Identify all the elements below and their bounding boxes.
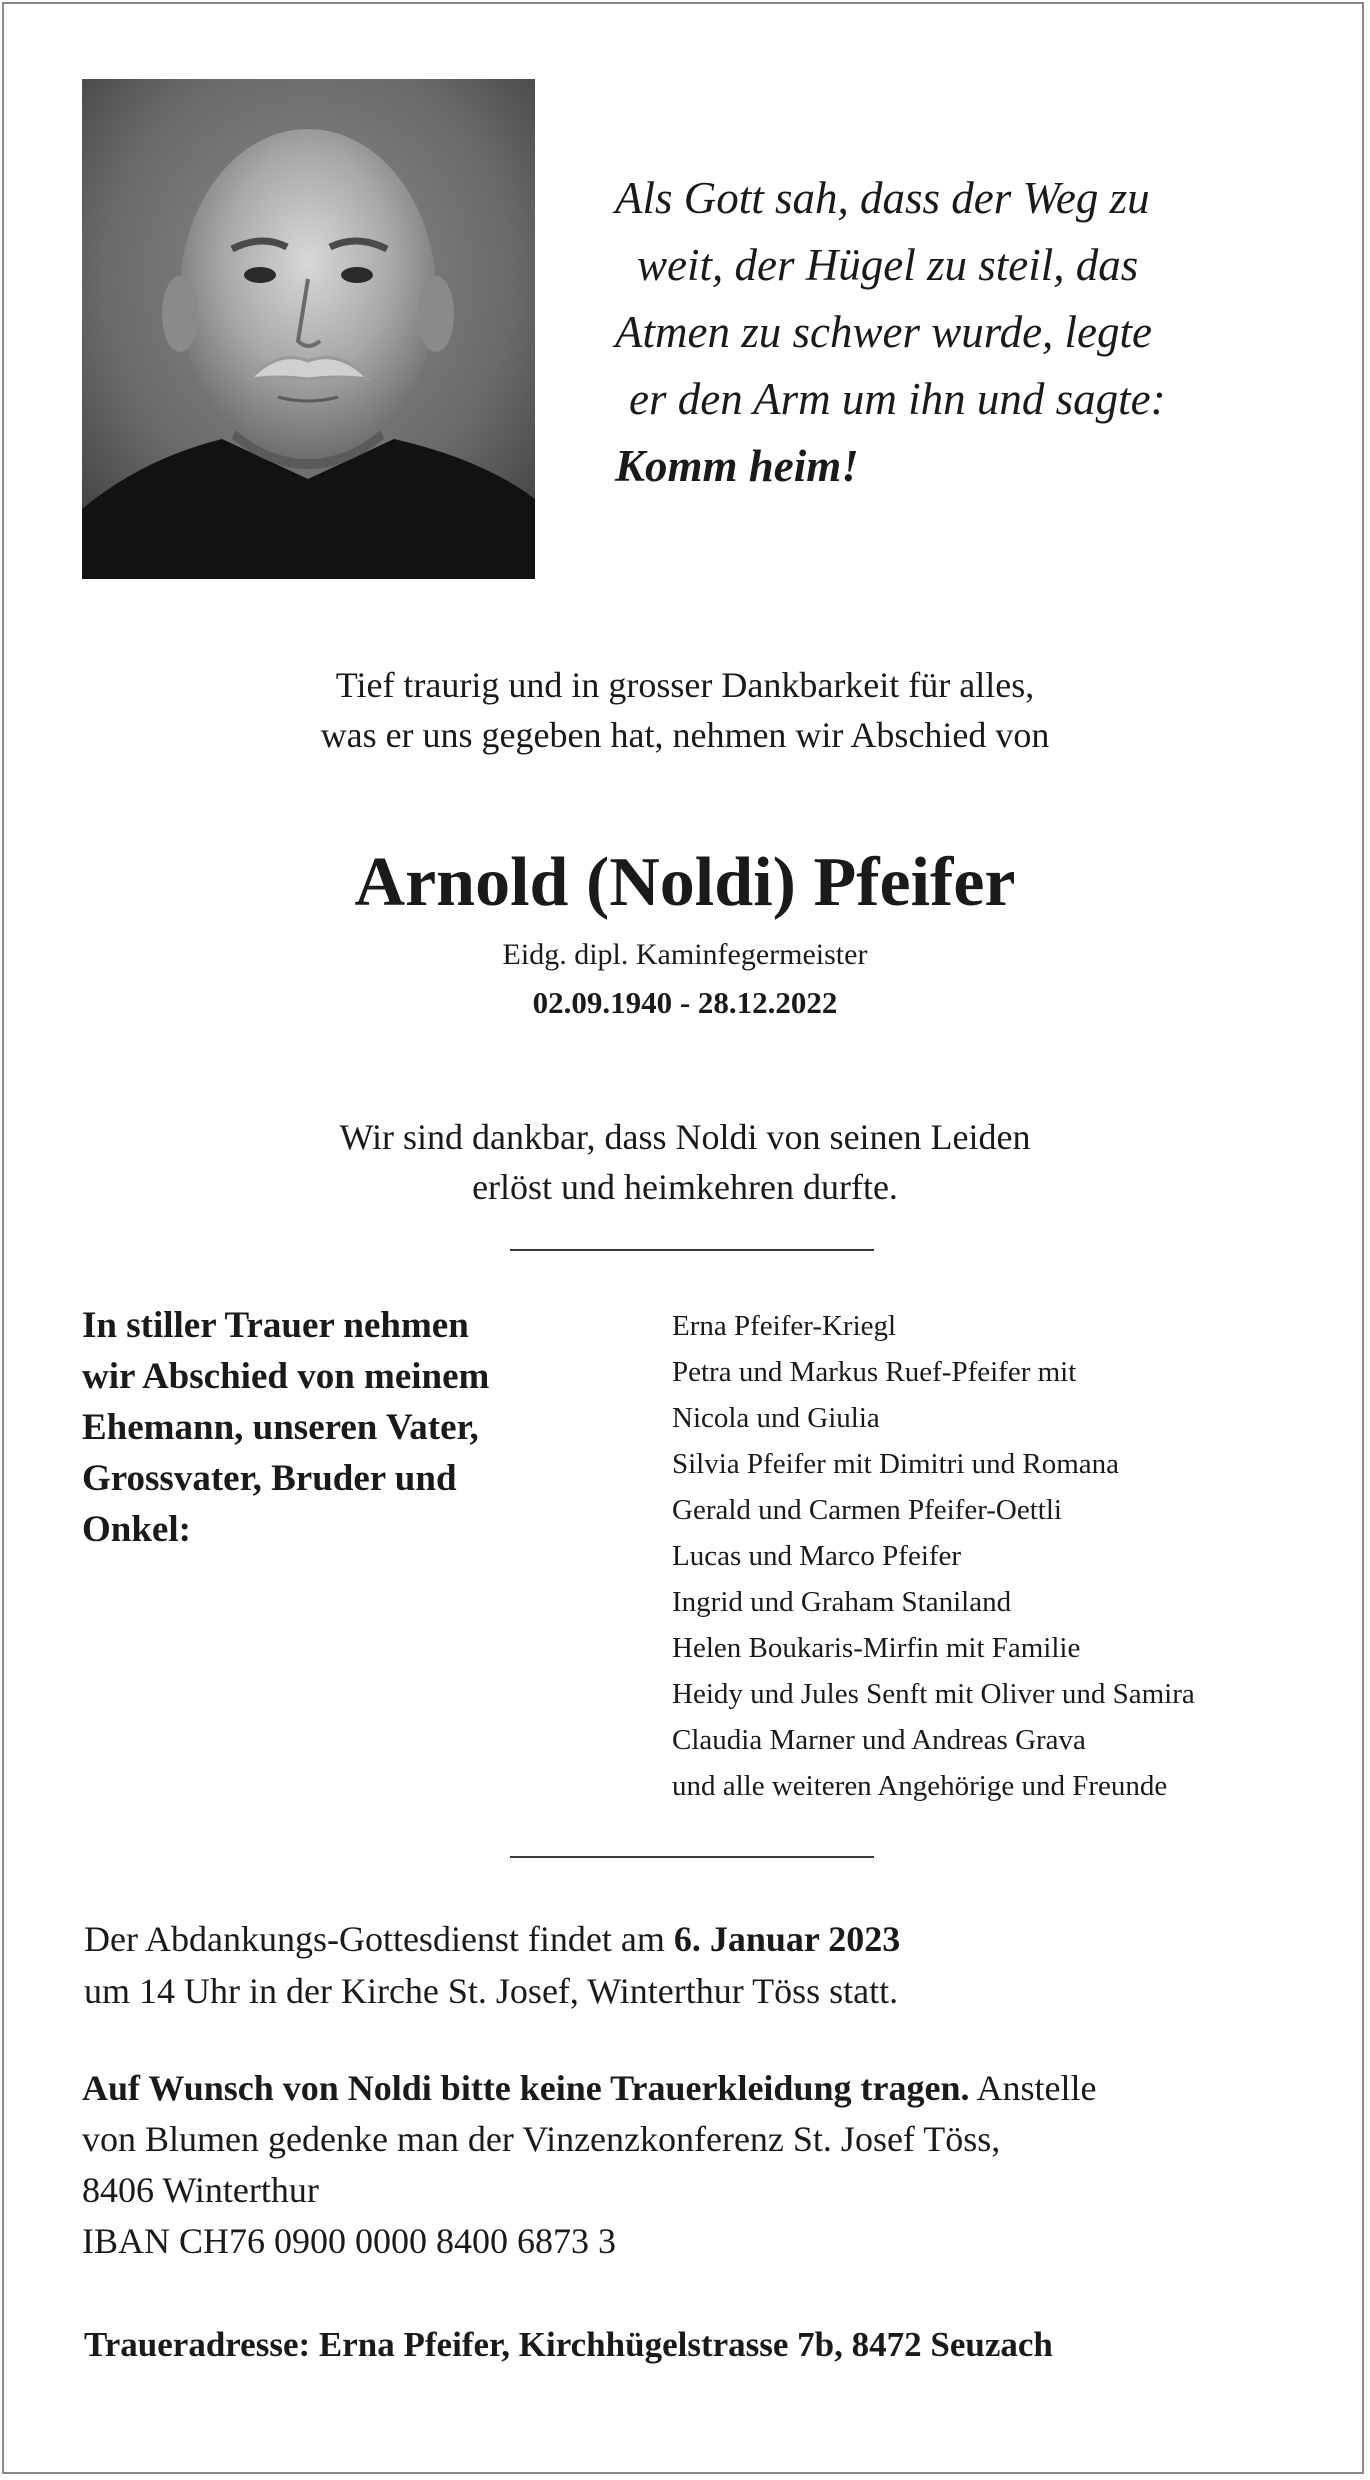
deceased-dates: 02.09.1940 - 28.12.2022 bbox=[532, 985, 838, 1020]
wish-line-3: 8406 Winterthur bbox=[82, 2170, 319, 2210]
service-prefix: Der Abdankungs-Gottesdienst findet am bbox=[84, 1919, 674, 1959]
mourning-line: In stiller Trauer nehmen bbox=[82, 1305, 469, 1346]
list-item: Ingrid und Graham Staniland bbox=[672, 1586, 1012, 1618]
wish-rest: Anstelle bbox=[969, 2068, 1097, 2108]
divider-top bbox=[510, 1249, 874, 1251]
list-item: Silvia Pfeifer mit Dimitri und Romana bbox=[672, 1448, 1120, 1480]
mourning-line: wir Abschied von meinem bbox=[82, 1356, 490, 1397]
thanks-line: erlöst und heimkehren durfte. bbox=[472, 1167, 898, 1207]
iban-line: IBAN CH76 0900 0000 8400 6873 3 bbox=[82, 2221, 617, 2261]
wish-info bbox=[82, 2063, 1332, 2267]
mourning-line: Ehemann, unseren Vater, bbox=[82, 1407, 479, 1448]
list-item: Erna Pfeifer-Kriegl bbox=[672, 1310, 897, 1342]
portrait-photo bbox=[82, 79, 535, 579]
service-line-1 bbox=[84, 1913, 1324, 1965]
list-item: Petra und Markus Ruef-Pfeifer mit bbox=[672, 1356, 1077, 1388]
wish-line-1 bbox=[82, 2063, 1332, 2114]
intro-text bbox=[0, 660, 1370, 760]
intro-line: was er uns gegeben hat, nehmen wir Abschied von bbox=[320, 715, 1050, 755]
mourning-line: Grossvater, Bruder und bbox=[82, 1458, 457, 1499]
list-item: Helen Boukaris-Mirfin mit Familie bbox=[672, 1632, 1081, 1664]
wish-line-2: von Blumen gedenke man der Vinzenzkonferenz St. Josef Töss, bbox=[82, 2119, 1001, 2159]
list-item: Nicola und Giulia bbox=[672, 1402, 880, 1434]
mourning-address: Traueradresse: Erna Pfeifer, Kirchhügelstrasse 7b, 8472 Seuzach bbox=[84, 2325, 1053, 2364]
family-list bbox=[672, 1303, 1322, 1809]
list-item: Claudia Marner und Andreas Grava bbox=[672, 1724, 1086, 1756]
wish-bold: Auf Wunsch von Noldi bitte keine Trauerkleidung tragen. bbox=[82, 2068, 970, 2108]
divider-bottom bbox=[510, 1856, 874, 1858]
portrait-image bbox=[82, 79, 535, 579]
quote-block bbox=[615, 165, 1315, 500]
intro-line: Tief traurig und in grosser Dankbarkeit für alles, bbox=[335, 665, 1035, 705]
quote-line: weit, der Hügel zu steil, das bbox=[637, 240, 1139, 290]
quote-line: Atmen zu schwer wurde, legte bbox=[615, 307, 1152, 357]
list-item: Gerald und Carmen Pfeifer-Oettli bbox=[672, 1494, 1062, 1526]
deceased-name: Arnold (Noldi) Pfeifer bbox=[354, 844, 1016, 921]
deceased-profession: Eidg. dipl. Kaminfegermeister bbox=[502, 938, 868, 971]
thanks-text bbox=[0, 1112, 1370, 1212]
quote-emphasis: Komm heim! bbox=[615, 441, 859, 491]
service-date: 6. Januar 2023 bbox=[673, 1919, 901, 1959]
list-item: Heidy und Jules Senft mit Oliver und Samira bbox=[672, 1678, 1195, 1710]
quote-line: Als Gott sah, dass der Weg zu bbox=[615, 173, 1150, 223]
quote-line: er den Arm um ihn und sagte: bbox=[629, 374, 1166, 424]
list-item: Lucas und Marco Pfeifer bbox=[672, 1540, 962, 1572]
list-item: und alle weiteren Angehörige und Freunde bbox=[672, 1770, 1168, 1802]
mourning-statement bbox=[82, 1300, 642, 1555]
service-info bbox=[84, 1913, 1324, 2017]
mourning-line: Onkel: bbox=[82, 1509, 191, 1550]
service-line-2: um 14 Uhr in der Kirche St. Josef, Winterthur Töss statt. bbox=[84, 1971, 899, 2011]
thanks-line: Wir sind dankbar, dass Noldi von seinen Leiden bbox=[339, 1117, 1031, 1157]
